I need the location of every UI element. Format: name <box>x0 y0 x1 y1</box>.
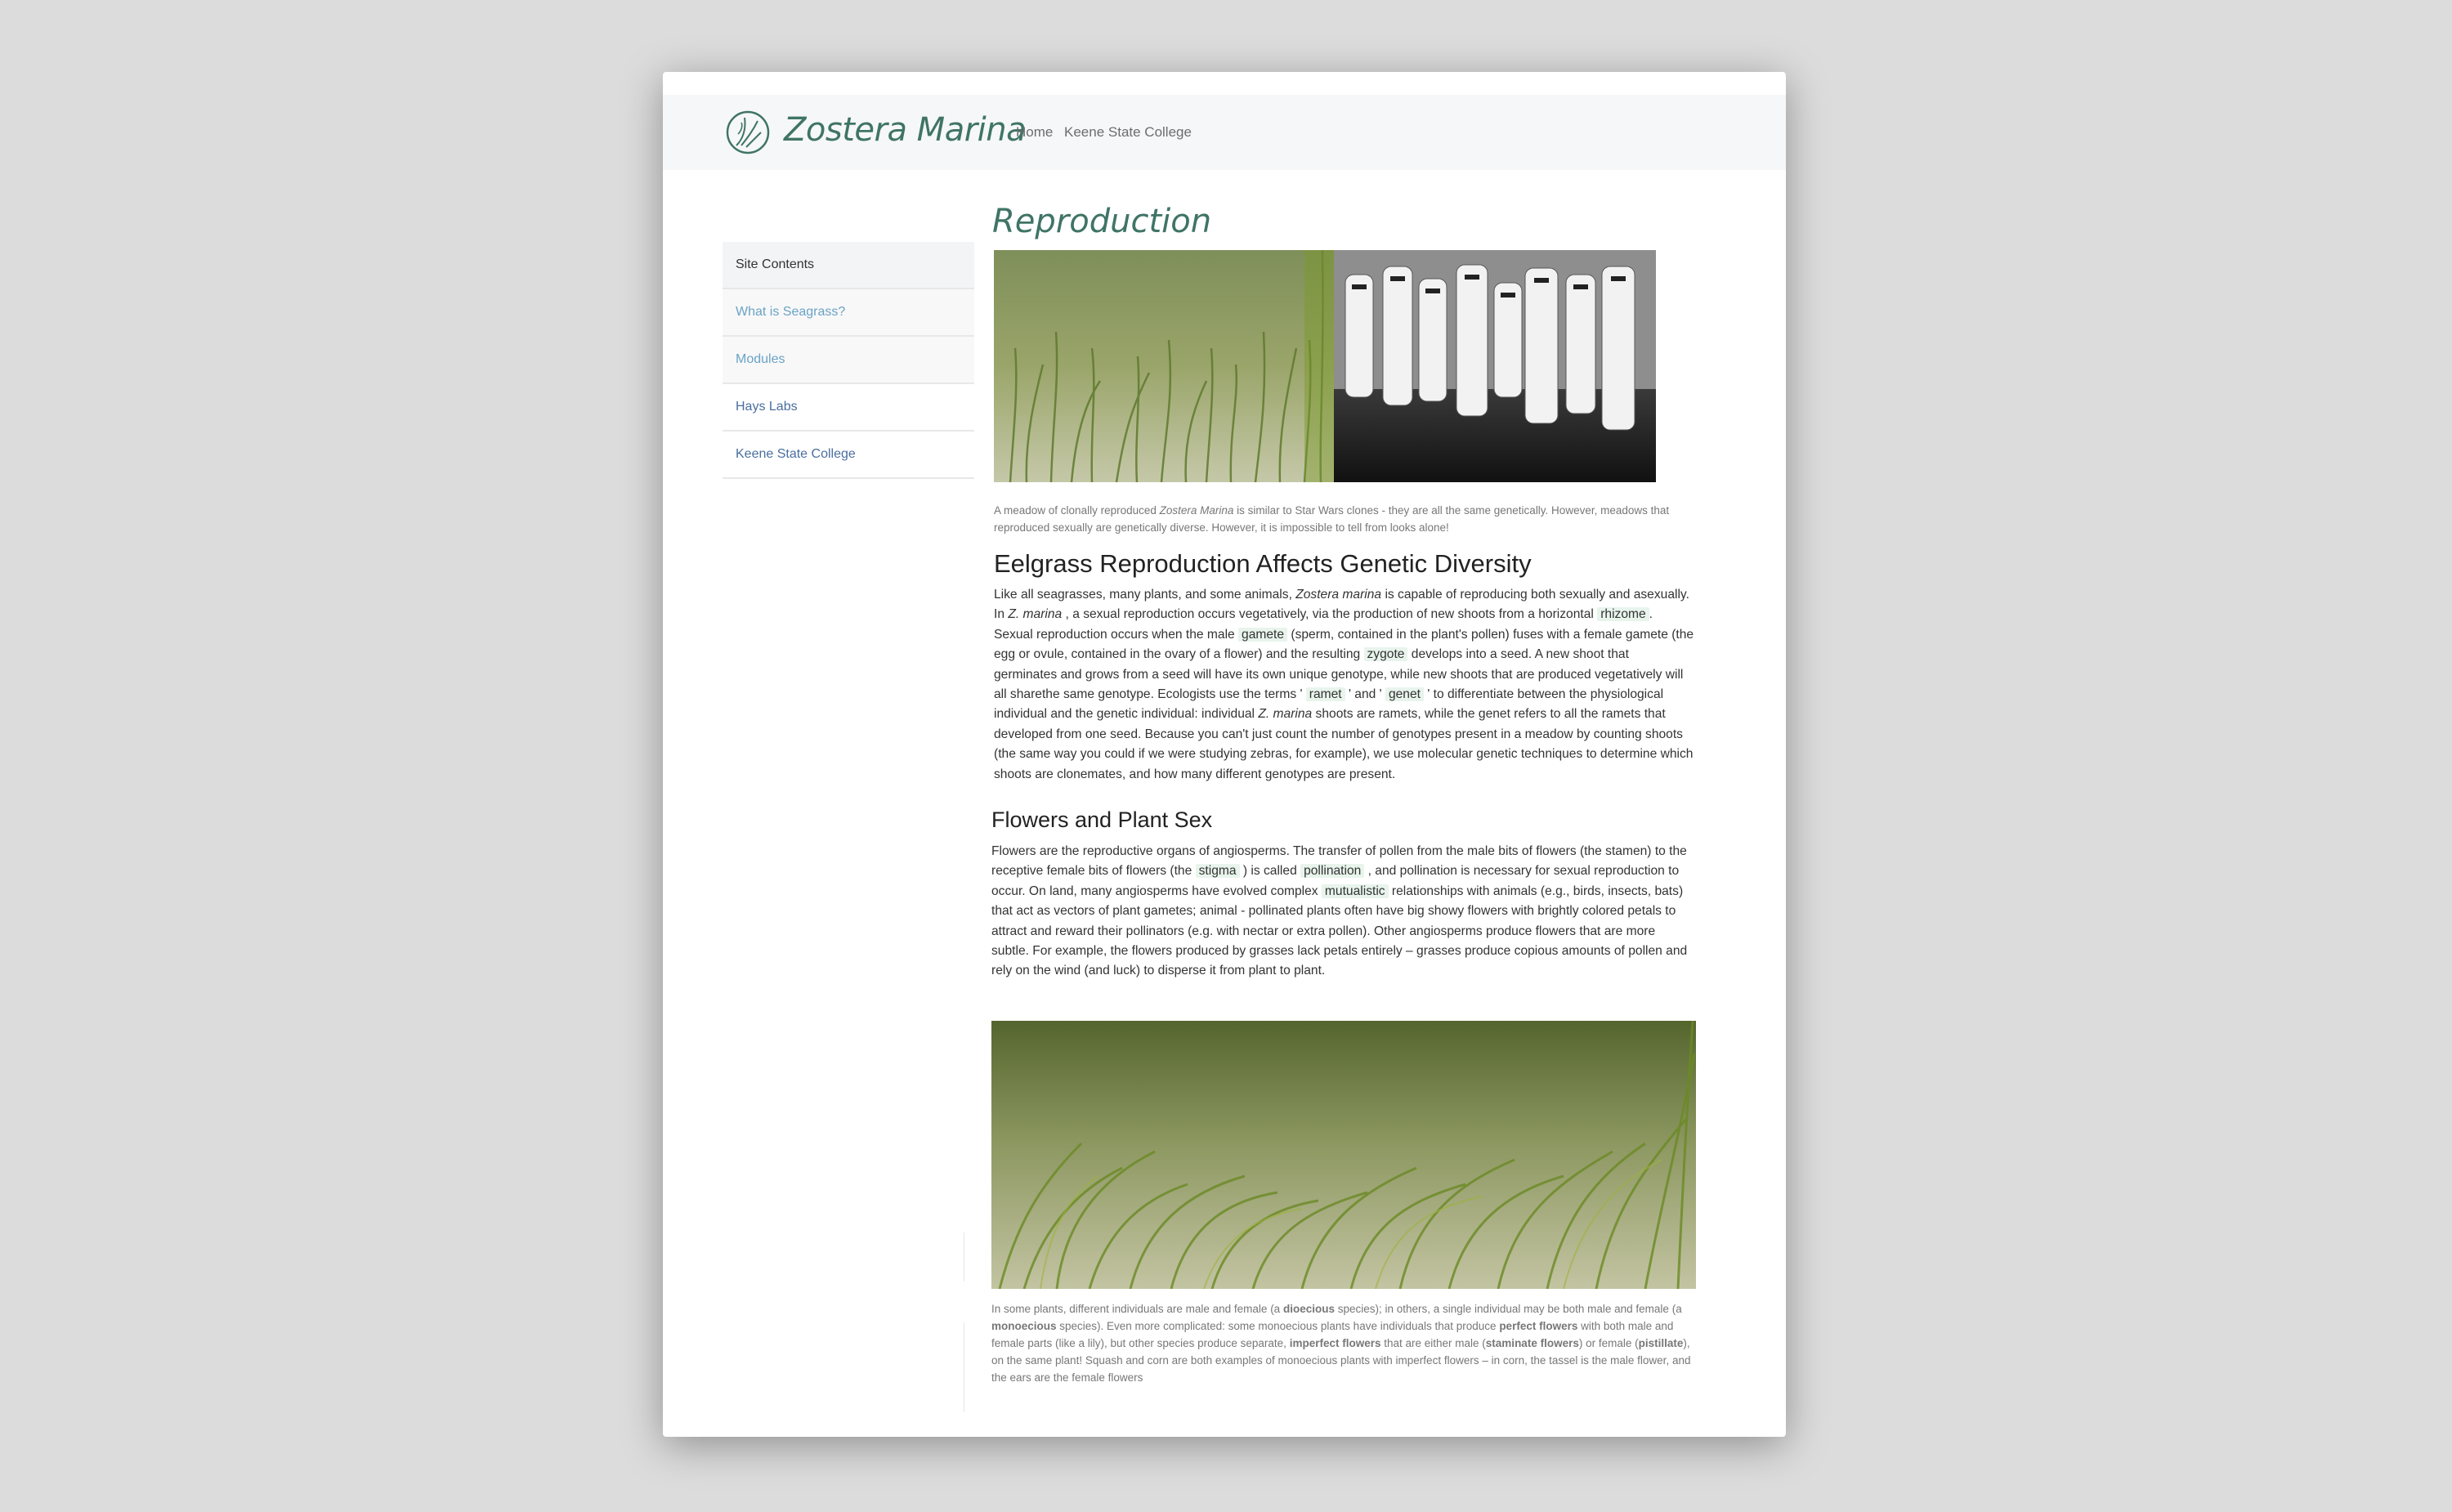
text: (sperm, contained in the plant's pollen) fuses with a female gamete (the egg or ovule, contained in the ovary of a flower) and the resulting <box>994 627 1694 662</box>
glossary-term-genet[interactable]: genet <box>1385 687 1424 701</box>
glossary-term-rhizome[interactable]: rhizome <box>1597 607 1649 621</box>
term-staminate-flowers: staminate flowers <box>1485 1337 1579 1349</box>
text: ' and ' <box>1345 687 1385 702</box>
sidebar-item-hays-labs[interactable]: Hays Labs <box>723 384 974 432</box>
hero-caption <box>994 502 1698 536</box>
term-monoecious: monoecious <box>991 1320 1057 1332</box>
sidebar-header-site-contents: Site Contents <box>723 242 974 289</box>
text: , a sexual reproduction occurs vegetatively, via the production of new shoots from a horizontal <box>1062 607 1598 622</box>
text: In some plants, different individuals are male and female (a <box>991 1303 1283 1315</box>
seagrass-logo-icon[interactable] <box>725 110 771 155</box>
text: ) is called <box>1239 864 1301 879</box>
text: species). Even more complicated: some monoecious plants have individuals that produce <box>1056 1320 1500 1332</box>
text: with both male and female parts (like a lily), but other species produce separate, <box>991 1320 1674 1349</box>
text: , and pollination is necessary for sexual reproduction to occur. On land, many angiosperms have evolved complex <box>991 864 1680 898</box>
paragraph-flowers <box>991 842 1696 982</box>
browser-window <box>663 72 1786 1437</box>
glossary-term-ramet[interactable]: ramet <box>1306 687 1345 701</box>
page-title: Reproduction <box>992 203 1212 240</box>
sidebar-item-keene-state-college[interactable]: Keene State College <box>723 432 974 479</box>
text: Like all seagrasses, many plants, and some animals, <box>994 588 1296 602</box>
glossary-term-pollination[interactable]: pollination <box>1300 864 1364 878</box>
text: . Sexual reproduction occurs when the male <box>994 607 1653 642</box>
text: shoots are ramets, while the genet refers to all the ramets that developed from one seed. Because you can't just count the number of genotypes present in a meadow by counting shoots (the same way you could if we were studying zebras, for example), we use molecular genetic techniques to determine which shoots are clonemates, and how many different genotypes are present. <box>994 707 1694 781</box>
nav-keene-link[interactable]: Keene State College <box>1064 124 1192 140</box>
species-name: Z. marina <box>1258 707 1313 722</box>
section-heading-flowers: Flowers and Plant Sex <box>991 807 1213 832</box>
sidebar <box>723 242 974 479</box>
scroll-indicator <box>964 1232 974 1282</box>
caption-text: A meadow of clonally reproduced <box>994 504 1160 517</box>
text: ) or female ( <box>1578 1337 1639 1349</box>
species-name: Zostera marina <box>1295 588 1382 602</box>
text: ' to differentiate between the physiological individual and the genetic individual: individual <box>994 687 1664 722</box>
scroll-indicator <box>964 1322 974 1412</box>
term-perfect-flowers: perfect flowers <box>1499 1320 1578 1332</box>
hero-image-seagrass-vs-clones <box>994 250 1656 482</box>
text: is capable of reproducing both sexually and asexually. In <box>994 588 1689 622</box>
paragraph-genetic-diversity <box>994 585 1695 785</box>
flowers-caption <box>991 1300 1696 1386</box>
section-heading-genetic-diversity: Eelgrass Reproduction Affects Genetic Diversity <box>994 549 1532 578</box>
text: ), on the same plant! Squash and corn are both examples of monoecious plants with imperfect flowers – in corn, the tassel is the male flower, and the ears are the female flowers <box>991 1337 1691 1384</box>
caption-species-name: Zostera Marina <box>1159 504 1234 517</box>
text: develops into a seed. A new shoot that germinates and grows from a seed will have its own unique genotype, while new shoots that are produced vegetatively will all sharethe same genotype. Ecologists use the terms ' <box>994 647 1684 702</box>
text: species); in others, a single individual may be both male and female (a <box>1334 1303 1682 1315</box>
sidebar-item-what-is-seagrass[interactable]: What is Seagrass? <box>723 289 974 337</box>
term-imperfect-flowers: imperfect flowers <box>1289 1337 1381 1349</box>
glossary-term-gamete[interactable]: gamete <box>1238 628 1287 642</box>
term-dioecious: dioecious <box>1282 1303 1335 1315</box>
text: that are either male ( <box>1380 1337 1486 1349</box>
term-pistillate: pistillate <box>1638 1337 1684 1349</box>
glossary-term-stigma[interactable]: stigma <box>1196 864 1240 878</box>
caption-text: is similar to Star Wars clones - they are all the same genetically. However, meadows that reproduced sexually are genetically diverse. However, it is impossible to tell from looks alone! <box>994 504 1670 534</box>
text: Flowers are the reproductive organs of angiosperms. The transfer of pollen from the male bits of flowers (the stamen) to the receptive female bits of flowers (the <box>991 844 1687 879</box>
sidebar-item-modules[interactable]: Modules <box>723 337 974 384</box>
glossary-term-zygote[interactable]: zygote <box>1364 647 1408 661</box>
text: relationships with animals (e.g., birds, insects, bats) that act as vectors of plant gametes; animal - pollinated plants often have big showy flowers with brightly colored petals to attract and reward their pollinators (e.g. with nectar or extra pollen). Other angiosperms produce flowers that are more subtle. For example, the flowers produced by grasses lack petals entirely – grasses produce copious amounts of pollen and rely on the wind (and luck) to disperse it from plant to plant. <box>991 883 1688 978</box>
site-brand[interactable]: Zostera Marina <box>784 111 1027 149</box>
seagrass-meadow-photo <box>991 1021 1696 1289</box>
species-name: Z. marina <box>1008 607 1063 622</box>
nav-home-link[interactable]: Home <box>1016 124 1054 140</box>
glossary-term-mutualistic[interactable]: mutualistic <box>1322 884 1389 898</box>
navbar <box>663 95 1786 170</box>
